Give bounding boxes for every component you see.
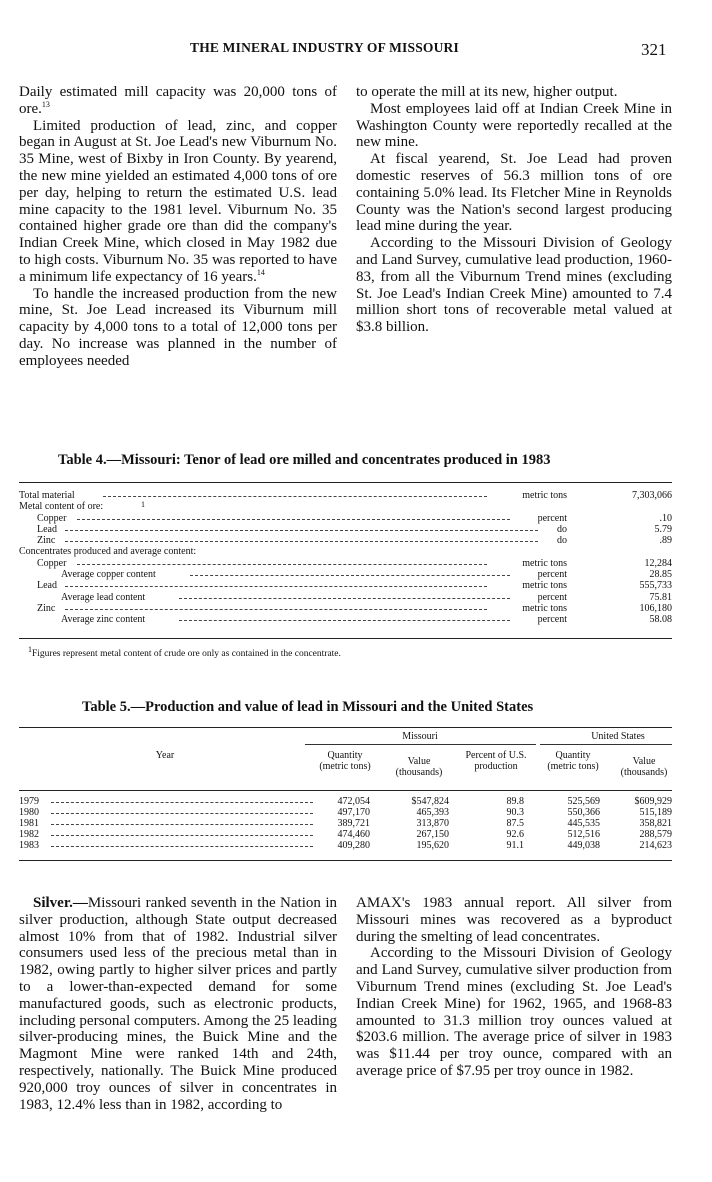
dot-leader bbox=[51, 802, 313, 803]
table4-row bbox=[19, 569, 672, 580]
dot-leader bbox=[103, 496, 487, 497]
dot-leader bbox=[51, 835, 313, 836]
table5-cell-mo-pct: 91.1 bbox=[506, 840, 524, 851]
table5-cell-us-value: 358,821 bbox=[639, 818, 672, 829]
table5-row bbox=[19, 808, 672, 819]
table5-col-mo-qty: Quantity (metric tons) bbox=[319, 750, 371, 772]
table5-cell-mo-value: 195,620 bbox=[416, 840, 449, 851]
dot-leader bbox=[65, 530, 537, 531]
table5-header-rule bbox=[19, 790, 672, 791]
table4-row-unit: percent bbox=[537, 512, 567, 524]
table4-row-unit: percent bbox=[537, 591, 567, 603]
table5-top-rule bbox=[19, 727, 672, 728]
dot-leader bbox=[179, 598, 510, 599]
table4-caption: Table 4.—Missouri: Tenor of lead ore milled and concentrates produced in 1983 bbox=[58, 452, 551, 468]
table4-row-label: Average zinc content bbox=[61, 614, 146, 626]
table4 bbox=[19, 490, 672, 626]
table5-cell-us-qty: 449,038 bbox=[567, 840, 600, 851]
table5-group-rule-us bbox=[540, 744, 672, 745]
footnote-ref: 13 bbox=[41, 99, 50, 109]
table5-cell-mo-qty: 474,460 bbox=[337, 829, 370, 840]
table4-row-value: 28.85 bbox=[649, 569, 672, 581]
dot-leader bbox=[51, 846, 313, 847]
dot-leader bbox=[190, 575, 510, 576]
table5-year: 1980 bbox=[19, 807, 39, 818]
table5-col-mo-pct: Percent of U.S. production bbox=[465, 750, 527, 772]
dot-leader bbox=[51, 824, 313, 825]
table5-cell-us-value: $609,929 bbox=[634, 796, 672, 807]
table5-col-mo-value: Value (thousands) bbox=[395, 756, 443, 778]
table4-row-unit: metric tons bbox=[522, 602, 567, 614]
table4-row-unit: metric tons bbox=[522, 580, 567, 592]
table4-row-unit: metric tons bbox=[522, 490, 567, 501]
table4-row-label: Lead bbox=[37, 580, 57, 592]
table5-cell-us-value: 288,579 bbox=[639, 829, 672, 840]
table4-row bbox=[19, 535, 672, 546]
table5-cell-mo-value: 313,870 bbox=[416, 818, 449, 829]
table5-cell-mo-qty: 409,280 bbox=[337, 840, 370, 851]
table4-row-unit: percent bbox=[537, 614, 567, 626]
paragraph: Silver.—Missouri ranked seventh in the Nation in silver production, although State output decreased almost 10% from that of 1982. Industrial silver consumers used less of the precious metal than in 1982, owing partly to higher silver prices and partly to a lower-than-expected demand for some manufactured goods, such as electronic products, including personal computers. Among the 25 leading silver-producing mines, the Buick Mine and the Magmont Mine were ranked 14th and 24th, respectively, nationally. The Buick Mine produced 920,000 troy ounces of silver in concentrates in 1983, 12.4% less than in 1982, according to bbox=[19, 895, 337, 1113]
table4-row-value: .89 bbox=[659, 535, 672, 547]
table5-cell-mo-value: $547,824 bbox=[411, 796, 449, 807]
column-bottom-left bbox=[19, 895, 337, 1113]
dot-leader bbox=[179, 620, 510, 621]
table5-group-rule-missouri bbox=[305, 744, 536, 745]
table4-row-label: Concentrates produced and average content: bbox=[19, 546, 197, 558]
table4-row bbox=[19, 614, 672, 625]
table5-cell-mo-pct: 89.8 bbox=[506, 796, 524, 807]
table4-row bbox=[19, 546, 672, 557]
dot-leader bbox=[77, 564, 488, 565]
table5-cell-us-qty: 445,535 bbox=[567, 818, 600, 829]
table4-row-label: Metal content of ore: bbox=[19, 501, 104, 513]
table4-bottom-rule bbox=[19, 638, 672, 639]
table4-row bbox=[19, 558, 672, 569]
table4-row-value: 106,180 bbox=[639, 602, 672, 614]
table5-cell-mo-pct: 87.5 bbox=[506, 818, 524, 829]
dot-leader bbox=[65, 541, 537, 542]
table5-year: 1979 bbox=[19, 796, 39, 807]
section-heading-silver: Silver.— bbox=[33, 895, 88, 911]
table4-row-unit: percent bbox=[537, 569, 567, 581]
running-header: THE MINERAL INDUSTRY OF MISSOURI bbox=[190, 40, 459, 55]
table4-footnote: $^1$Figures represent metal content of crude ore only as contained in the concentrate. bbox=[28, 644, 341, 659]
table5-year: 1982 bbox=[19, 829, 39, 840]
paragraph: According to the Missouri Division of Geology and Land Survey, cumulative lead production, 1960-83, from all the Viburnum Trend mines (excluding St. Joe Lead's Indian Creek Mine) amounted to 7.4 million short tons of recoverable metal valued at $3.8 billion. bbox=[356, 235, 672, 336]
footnote-ref: 14 bbox=[256, 267, 265, 277]
dot-leader bbox=[65, 609, 487, 610]
paragraph: At fiscal yearend, St. Joe Lead had proven domestic reserves of 56.3 million tons of ore containing 5.0% lead. Its Fletcher Mine in Reynolds County was the Nation's second largest producing lead mine during the year. bbox=[356, 151, 672, 235]
table5-col-us-value: Value (thousands) bbox=[620, 756, 668, 778]
column-top-right bbox=[356, 84, 672, 336]
table5-year: 1981 bbox=[19, 818, 39, 829]
table5-caption: Table 5.—Production and value of lead in Missouri and the United States bbox=[82, 699, 534, 715]
table5-col-us-qty: Quantity (metric tons) bbox=[547, 750, 599, 772]
paragraph: According to the Missouri Division of Geology and Land Survey, cumulative silver production from Viburnum Trend mines (excluding St. Joe Lead's Indian Creek Mine) for 1962, 1965, and 1968-83 amounted to 31.3 million troy ounces valued at $203.6 million. The average price of silver in 1983 was $11.44 per troy ounce, compared with an average price of $7.95 per troy ounce in 1982. bbox=[356, 945, 672, 1079]
paragraph: Limited production of lead, zinc, and copper began in August at St. Joe Lead's new Viburnum No. 35 Mine, west of Bixby in Iron County. By yearend, the new mine yielded an estimated 4,000 tons of ore per day, helping to return the estimated U.S. lead mine capacity to the 1981 level. Viburnum No. 35 contained higher grade ore than did the company's Indian Creek Mine, which closed in May 1982 due to high costs. Viburnum No. 35 was reported to have a minimum life expectancy of 16 years.$^{14}$ bbox=[19, 117, 337, 285]
table5-year: 1983 bbox=[19, 840, 39, 851]
table5-row bbox=[19, 797, 672, 808]
table4-row-value: 75.81 bbox=[649, 591, 672, 603]
table5-group-us: United States bbox=[591, 731, 645, 742]
table4-row-value: 58.08 bbox=[649, 614, 672, 626]
table4-row-label: Average copper content bbox=[61, 569, 156, 581]
table4-row bbox=[19, 603, 672, 614]
table4-row-label: Copper bbox=[37, 512, 67, 524]
table5-row bbox=[19, 819, 672, 830]
table4-row-unit: metric tons bbox=[522, 557, 567, 569]
table5-row bbox=[19, 841, 672, 852]
page-number: 321 bbox=[641, 40, 667, 59]
table4-row-label: Average lead content bbox=[61, 591, 146, 603]
table5-bottom-rule bbox=[19, 860, 672, 861]
table4-top-rule bbox=[19, 482, 672, 483]
table4-row-value: .10 bbox=[659, 512, 672, 524]
table5-cell-mo-value: 267,150 bbox=[416, 829, 449, 840]
table4-row-label: Copper bbox=[37, 557, 67, 569]
table5-cell-mo-qty: 389,721 bbox=[337, 818, 370, 829]
dot-leader bbox=[51, 813, 313, 814]
dot-leader bbox=[77, 519, 510, 520]
paragraph: Daily estimated mill capacity was 20,000 tons of ore.$^{13}$ bbox=[19, 84, 337, 117]
table4-row-value: 12,284 bbox=[644, 557, 672, 569]
table5-cell-mo-qty: 497,170 bbox=[337, 807, 370, 818]
paragraph: To handle the increased production from the new mine, St. Joe Lead increased its Viburnum mill capacity by 4,000 tons to a total of 12,000 tons per day. No increase was planned in the number of employees needed bbox=[19, 285, 337, 369]
table5-cell-us-qty: 512,516 bbox=[567, 829, 600, 840]
table4-row-label: Total material bbox=[19, 490, 75, 501]
table4-row bbox=[19, 592, 672, 603]
table4-row-unit: do bbox=[557, 523, 567, 535]
table5-cell-mo-value: 465,393 bbox=[416, 807, 449, 818]
table4-row-label: Lead bbox=[37, 523, 57, 535]
table4-row-unit: do bbox=[557, 535, 567, 547]
table5-cell-us-value: 515,189 bbox=[639, 807, 672, 818]
table5-cell-us-qty: 550,366 bbox=[567, 807, 600, 818]
table5-cell-us-value: 214,623 bbox=[639, 840, 672, 851]
table4-row-value: 5.79 bbox=[654, 523, 672, 535]
table4-row-label: Zinc bbox=[37, 535, 56, 547]
table4-row bbox=[19, 513, 672, 524]
table4-row-label: Zinc bbox=[37, 602, 56, 614]
table4-row: Metal content of ore: 1 bbox=[19, 500, 145, 513]
table5-cell-mo-qty: 472,054 bbox=[337, 796, 370, 807]
table5-cell-us-qty: 525,569 bbox=[567, 796, 600, 807]
table5-col-year: Year bbox=[155, 750, 175, 761]
table4-row-value: 7,303,066 bbox=[632, 490, 672, 501]
table5-row bbox=[19, 830, 672, 841]
paragraph: Most employees laid off at Indian Creek Mine in Washington County were reportedly recalled at the new mine. bbox=[356, 100, 672, 151]
table5-cell-mo-pct: 90.3 bbox=[506, 807, 524, 818]
dot-leader bbox=[65, 586, 487, 587]
table4-row bbox=[19, 490, 672, 501]
column-bottom-right bbox=[356, 895, 672, 1080]
table5-cell-mo-pct: 92.6 bbox=[506, 829, 524, 840]
column-top-left bbox=[19, 84, 337, 370]
paragraph: to operate the mill at its new, higher output. bbox=[356, 84, 618, 100]
table4-row bbox=[19, 524, 672, 535]
paragraph: AMAX's 1983 annual report. All silver from Missouri mines was recovered as a byproduct during the smelting of lead concentrates. bbox=[356, 895, 672, 945]
table4-row bbox=[19, 580, 672, 591]
table4-row-value: 555,733 bbox=[639, 580, 672, 592]
table5-group-missouri: Missouri bbox=[402, 731, 438, 742]
